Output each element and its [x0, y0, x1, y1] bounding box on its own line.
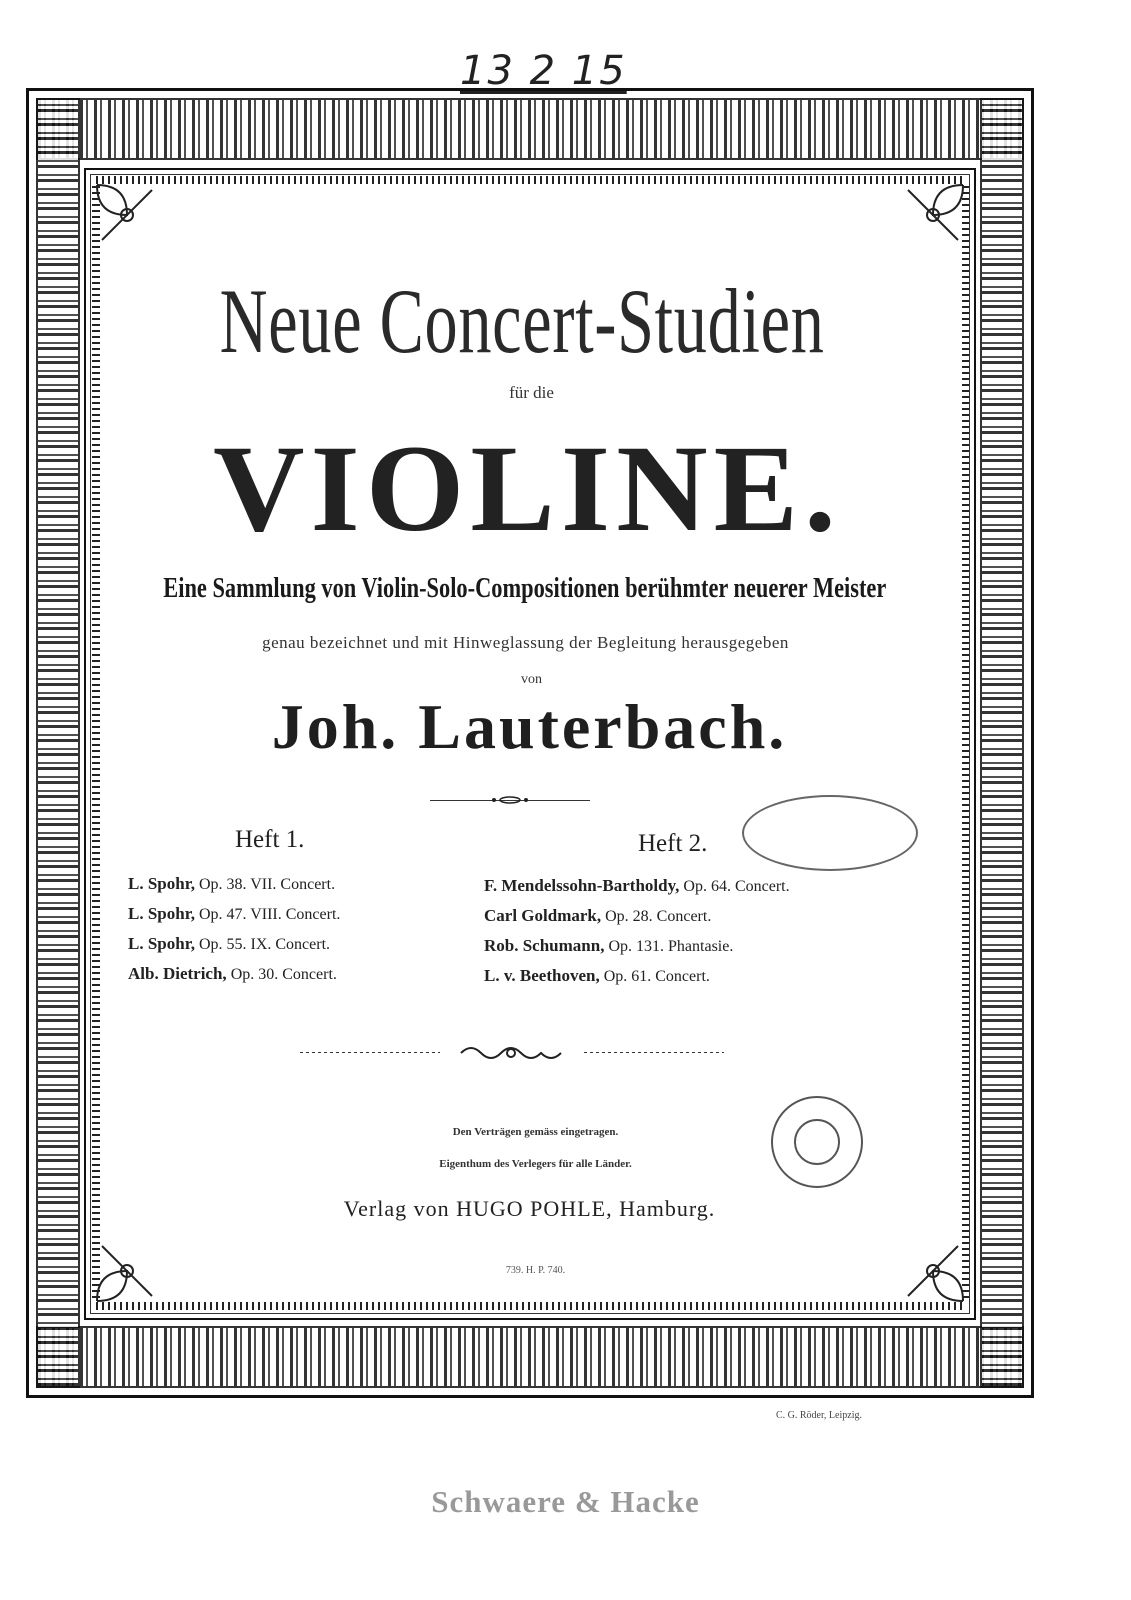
plate-number: 739. H. P. 740. — [505, 1265, 566, 1276]
title-fuer-die: für die — [509, 383, 554, 402]
corner-ornament-top-right — [898, 180, 968, 250]
heft2-entry — [484, 936, 733, 956]
heft2-entry — [484, 876, 790, 896]
printer-credit: C. G. Röder, Leipzig. — [776, 1410, 862, 1421]
entry-composer: Rob. Schumann, — [484, 936, 605, 955]
heft1-entry — [128, 964, 337, 984]
divider-dotted-right — [584, 1052, 724, 1053]
entry-composer: F. Mendelssohn-Bartholdy, — [484, 876, 680, 895]
dealer-stamp: Schwaere & Hacke — [431, 1484, 700, 1519]
heft1-entry — [128, 904, 340, 924]
title-main: Neue Concert-Studien — [219, 270, 825, 372]
entry-composer: L. Spohr, — [128, 934, 195, 953]
subtitle: Eine Sammlung von Violin-Solo-Compositionen berühmter neuerer Meister — [163, 573, 887, 604]
entry-work: Op. 47. VIII. Concert. — [198, 906, 341, 923]
handwritten-number: 13 2 15 — [460, 48, 627, 94]
entry-work: Op. 55. IX. Concert. — [198, 936, 331, 953]
footer-vertraege: Den Verträgen gemäss eingetragen. — [452, 1126, 619, 1138]
entry-composer: Carl Goldmark, — [484, 906, 602, 925]
entry-work: Op. 64. Concert. — [683, 878, 790, 895]
frame-band-top — [36, 98, 1024, 160]
frame-band-bottom — [36, 1326, 1024, 1388]
entry-work: Op. 131. Phantasie. — [608, 938, 734, 955]
heft2-label: Heft 2. — [638, 830, 708, 857]
footer-eigenthum: Eigenthum des Verlegers für alle Länder. — [439, 1158, 632, 1170]
publisher: Verlag von HUGO POHLE, Hamburg. — [343, 1196, 716, 1221]
title-instrument: VIOLINE. — [213, 420, 842, 557]
entry-work: Op. 30. Concert. — [230, 966, 337, 983]
entry-composer: L. Spohr, — [128, 874, 195, 893]
editor-name: Joh. Lauterbach. — [271, 691, 788, 762]
scroll-ornament-icon — [456, 1040, 566, 1066]
heft1-entry — [128, 874, 335, 894]
entry-work: Op. 38. VII. Concert. — [198, 876, 336, 893]
von-label: von — [521, 672, 542, 687]
divider-ornament-icon — [488, 794, 532, 806]
heft2-entry — [484, 906, 711, 926]
heft1-label: Heft 1. — [235, 826, 305, 853]
entry-work: Op. 61. Concert. — [603, 968, 710, 985]
library-stamp-oval — [742, 795, 918, 871]
entry-composer: Alb. Dietrich, — [128, 964, 227, 983]
entry-work: Op. 28. Concert. — [605, 908, 712, 925]
heft1-entry — [128, 934, 330, 954]
corner-ornament-top-left — [92, 180, 162, 250]
divider-dotted-left — [300, 1052, 440, 1053]
description: genau bezeichnet und mit Hinweglassung der Begleitung herausgegeben — [262, 633, 789, 652]
heft2-entry — [484, 966, 710, 986]
entry-composer: L. Spohr, — [128, 904, 195, 923]
entry-composer: L. v. Beethoven, — [484, 966, 600, 985]
